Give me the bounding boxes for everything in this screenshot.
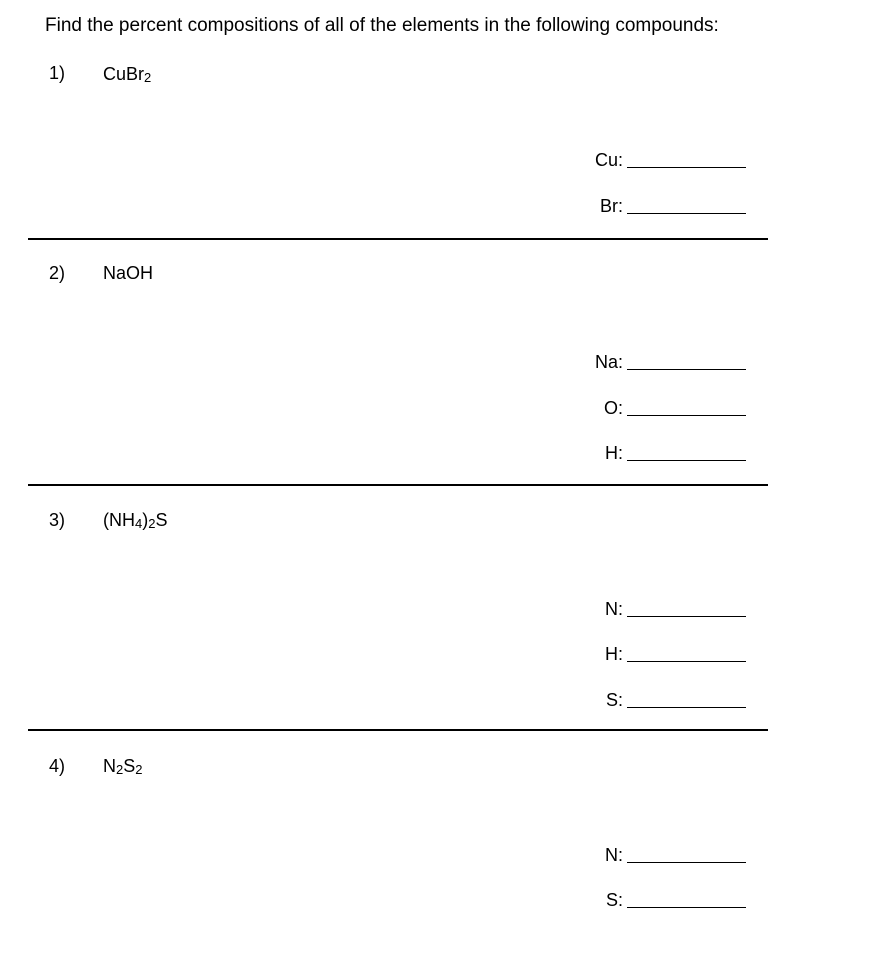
compound-formula [103,754,142,778]
answer-row [560,148,750,172]
compound-formula [103,62,151,86]
formula-text: N [103,756,116,776]
answer-row [560,888,750,912]
element-label: N: [605,599,623,619]
answer-blank[interactable] [627,707,746,708]
section-divider [28,729,768,731]
answer-row [560,194,750,218]
answer-row [560,350,750,374]
section-divider [28,484,768,486]
compound-formula [103,508,167,532]
answer-row [560,843,750,867]
element-label: Br: [599,196,623,216]
formula-subscript: 2 [116,762,124,777]
problem-number: 2) [48,263,65,283]
formula-text: CuBr [103,64,145,84]
element-label: Cu: [594,150,623,170]
element-label: O: [603,398,623,418]
instructions: Find the percent compositions of all of the elements in the following compounds: [45,15,719,36]
answer-blank[interactable] [627,167,746,168]
problem-number: 3) [48,510,65,530]
compound-formula: NaOH [103,263,154,283]
element-label: H: [605,443,623,463]
answer-blank[interactable] [627,460,746,461]
formula-text: S [123,756,136,776]
answer-blank[interactable] [627,907,746,908]
answer-row [560,597,750,621]
formula-subscript: 2 [144,70,152,85]
problem-number: 1) [48,63,65,83]
element-label: Na: [594,352,623,372]
formula-subscript: 2 [148,516,156,531]
answer-row [560,441,750,465]
problem-number: 4) [48,756,65,776]
answer-blank[interactable] [627,862,746,863]
section-divider [28,238,768,240]
answer-row [560,642,750,666]
answer-blank[interactable] [627,415,746,416]
answer-blank[interactable] [627,213,746,214]
answer-row [560,396,750,420]
element-label: S: [605,890,623,910]
formula-text: S [155,510,168,530]
formula-text: (NH [103,510,135,530]
answer-blank[interactable] [627,661,746,662]
element-label: N: [605,845,623,865]
formula-text: ) [142,510,149,530]
formula-subscript: 4 [135,516,143,531]
element-label: S: [605,690,623,710]
answer-row [560,688,750,712]
formula-subscript: 2 [135,762,143,777]
answer-blank[interactable] [627,616,746,617]
answer-blank[interactable] [627,369,746,370]
element-label: H: [605,644,623,664]
